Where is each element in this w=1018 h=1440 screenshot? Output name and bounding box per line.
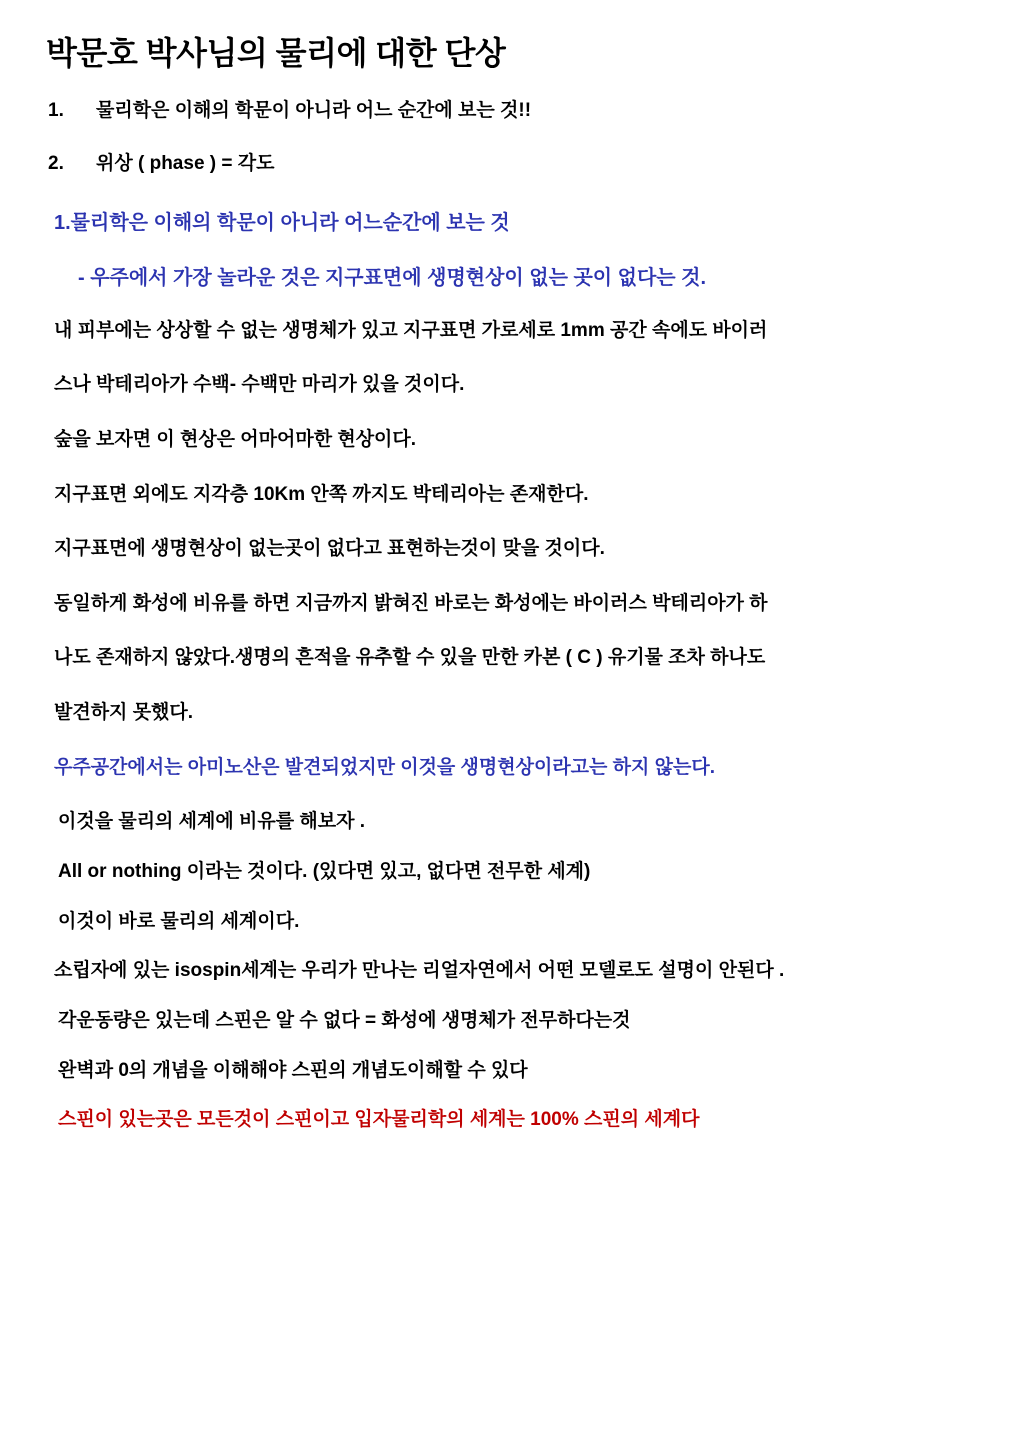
list-item-number: 2. (48, 152, 64, 174)
page-title: 박문호 박사님의 물리에 대한 단상 (46, 35, 506, 71)
body-line: 이것이 바로 물리의 세계이다. (58, 910, 300, 932)
highlight-line-red: 스핀이 있는곳은 모든것이 스핀이고 입자물리학의 세계는 100% 스핀의 세계다 (58, 1109, 700, 1131)
body-line: 내 피부에는 상상할 수 없는 생명체가 있고 지구표면 가로세로 1mm 공간 속에도 바이러 (54, 319, 768, 341)
body-line: 스나 박테리아가 수백- 수백만 마리가 있을 것이다. (54, 374, 465, 396)
list-item (44, 100, 974, 123)
body-line: 지구표면 외에도 지각층 10Km 안쪽 까지도 박테리아는 존재한다. (54, 483, 589, 505)
body-line: 소립자에 있는 isospin세계는 우리가 만나는 리얼자연에서 어떤 모델로도 설명이 안된다 . (54, 960, 785, 982)
list-item-text: 물리학은 이해의 학문이 아니라 어느 순간에 보는 것!! (96, 100, 532, 121)
body-line: 이것을 물리의 세계에 비유를 해보자 . (58, 811, 365, 833)
list-item-text: 위상 ( phase ) = 각도 (96, 152, 275, 174)
body-line: 나도 존재하지 않았다.생명의 흔적을 유추할 수 있을 만한 카본 ( C ) 유기물 조차 하나도 (54, 647, 766, 669)
body-line: 숲을 보자면 이 현상은 어마어마한 현상이다. (54, 428, 417, 450)
body-line: 지구표면에 생명현상이 없는곳이 없다고 표현하는것이 맞을 것이다. (54, 538, 605, 560)
list-item (44, 153, 974, 176)
list-item-number: 1. (48, 100, 64, 121)
body-line: 완벽과 0의 개념을 이해해야 스핀의 개념도이해할 수 있다 (58, 1059, 528, 1081)
body-line: 각운동량은 있는데 스핀은 알 수 없다 = 화성에 생명체가 전무하다는것 (58, 1009, 631, 1031)
highlight-line-blue: 우주공간에서는 아미노산은 발견되었지만 이것을 생명현상이라고는 하지 않는다. (54, 756, 715, 778)
section-subheading: - 우주에서 가장 놀라운 것은 지구표면에 생명현상이 없는 곳이 없다는 것. (78, 266, 707, 289)
numbered-summary-list (44, 100, 974, 176)
body-line: All or nothing 이라는 것이다. (있다면 있고, 없다면 전무한 세계) (58, 861, 591, 882)
section-heading: 1.물리학은 이해의 학문이 아니라 어느순간에 보는 것 (54, 211, 510, 234)
body-line: 동일하게 화성에 비유를 하면 지금까지 밝혀진 바로는 화성에는 바이러스 박테리아가 하 (54, 592, 768, 614)
body-line: 발견하지 못했다. (54, 702, 194, 724)
